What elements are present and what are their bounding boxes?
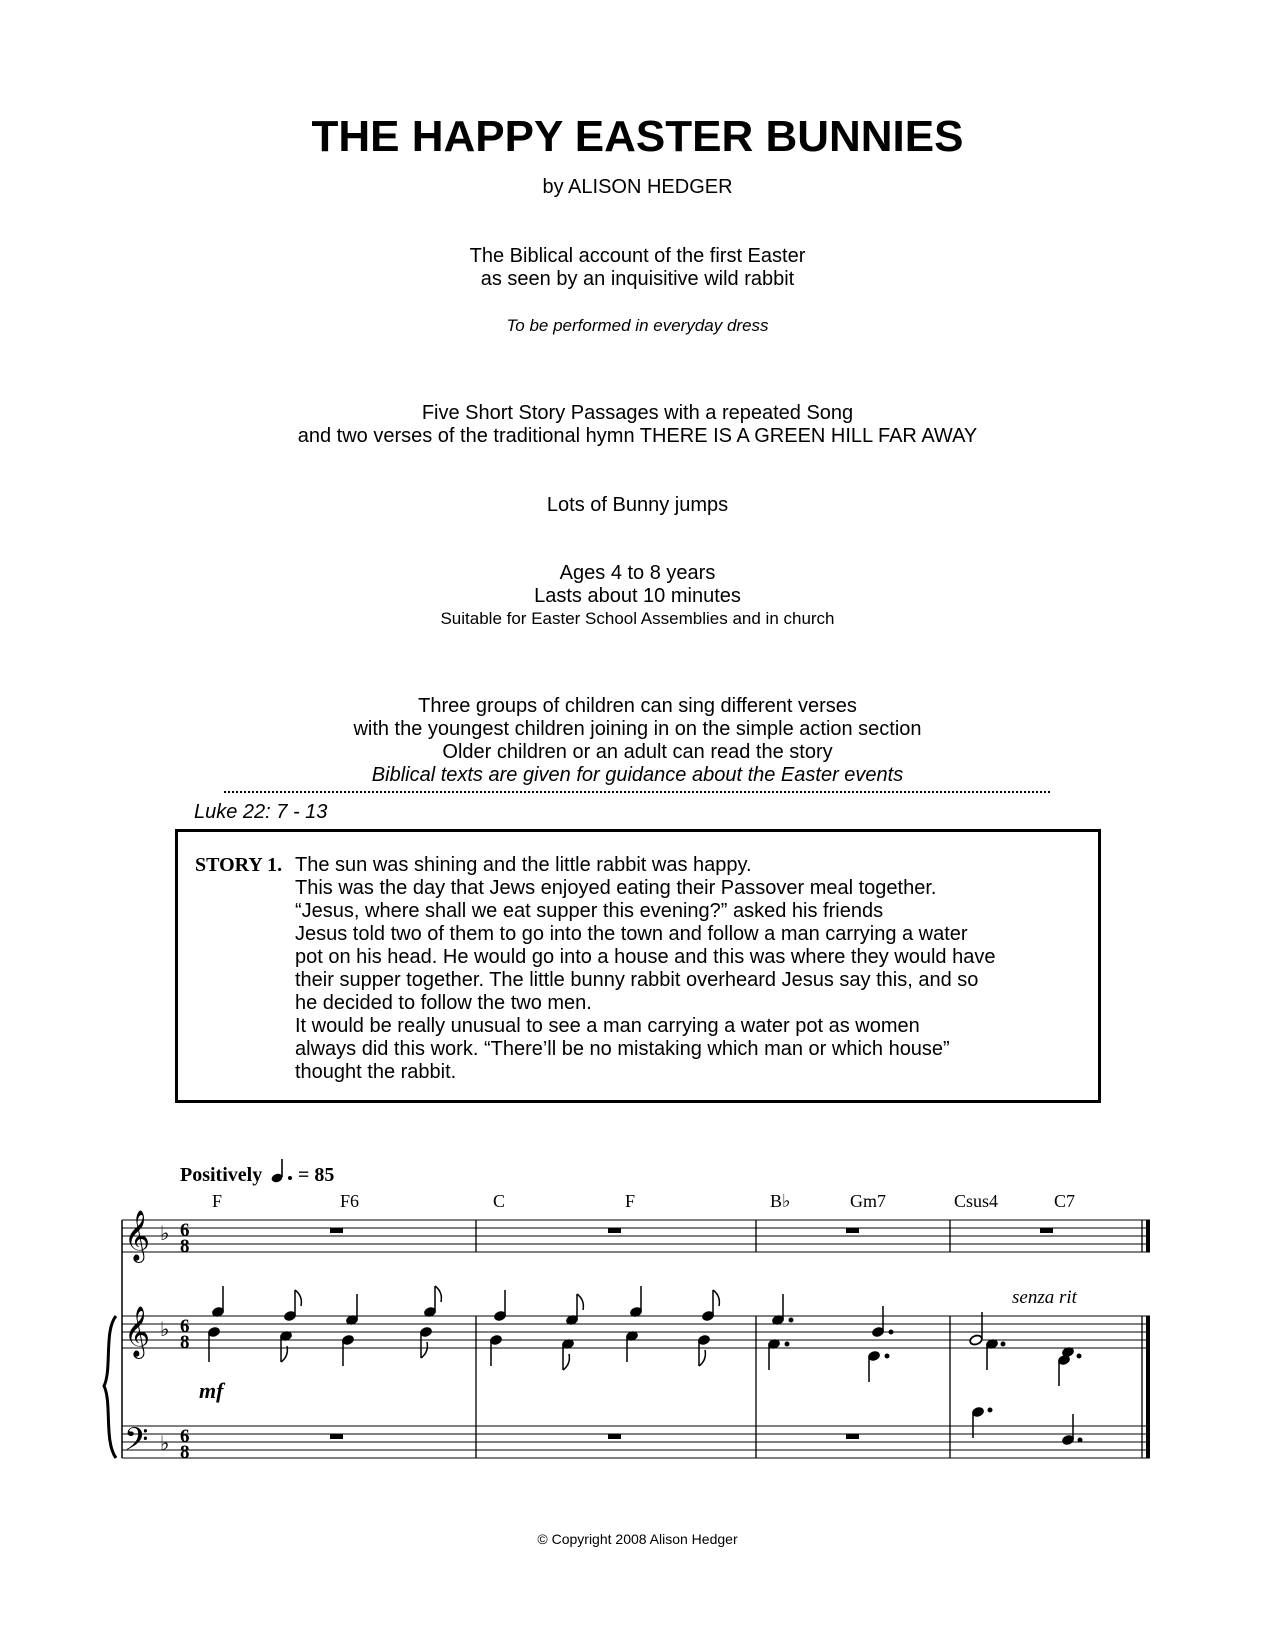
whole-rest-icon bbox=[846, 1434, 859, 1439]
tempo-text: Positively bbox=[180, 1164, 263, 1186]
whole-rest-icon bbox=[608, 1228, 621, 1233]
suitability-line: Suitable for Easter School Assemblies and in church bbox=[440, 609, 835, 628]
time-signature-bottom: 8 bbox=[180, 1332, 190, 1353]
ages-line: Ages 4 to 8 years bbox=[559, 562, 716, 584]
rh-measure-2 bbox=[489, 1286, 719, 1370]
whole-rest-icon bbox=[330, 1228, 343, 1233]
author-byline: by ALISON HEDGER bbox=[542, 176, 733, 198]
chord-symbol: F bbox=[625, 1191, 636, 1211]
time-signature-bottom: 8 bbox=[180, 1236, 190, 1257]
performance-line-2: with the youngest children joining in on the simple action section bbox=[353, 718, 922, 740]
whole-rest-icon bbox=[608, 1434, 621, 1439]
time-signature-top: 6 bbox=[180, 1316, 190, 1337]
treble-clef-icon: 𝄞 bbox=[124, 1307, 151, 1356]
voice-staff bbox=[122, 1220, 1150, 1252]
contents-line-1: Five Short Story Passages with a repeated Song bbox=[421, 402, 854, 424]
costume-note: To be performed in everyday dress bbox=[506, 316, 769, 335]
bar-lines bbox=[476, 1220, 1142, 1458]
story-label: STORY 1. bbox=[195, 854, 283, 876]
performance-line-3: Older children or an adult can read the story bbox=[442, 741, 833, 763]
chord-symbol: B♭ bbox=[770, 1191, 791, 1211]
intro-line-1: The Biblical account of the first Easter bbox=[469, 245, 806, 267]
rh-measure-3 bbox=[767, 1294, 893, 1382]
story-line: he decided to follow the two men. bbox=[295, 992, 592, 1014]
chord-symbol: F6 bbox=[340, 1191, 360, 1211]
chord-symbol: Csus4 bbox=[954, 1191, 999, 1211]
time-signature-top: 6 bbox=[180, 1220, 190, 1241]
chord-symbol: C bbox=[493, 1191, 506, 1211]
story-line: always did this work. “There’ll be no mistaking which man or which house” bbox=[295, 1038, 950, 1060]
intro-line-2: as seen by an inquisitive wild rabbit bbox=[480, 268, 795, 290]
treble-clef-icon: 𝄞 bbox=[124, 1211, 151, 1260]
chord-symbol: Gm7 bbox=[850, 1191, 886, 1211]
copyright-notice: © Copyright 2008 Alison Hedger bbox=[537, 1531, 738, 1547]
brace-icon bbox=[104, 1316, 116, 1458]
whole-rest-icon bbox=[846, 1228, 859, 1233]
piano-left-hand-staff bbox=[122, 1426, 1150, 1458]
flat-icon: ♭ bbox=[160, 1319, 170, 1341]
story-line: “Jesus, where shall we eat supper this evening?” asked his friends bbox=[295, 900, 884, 922]
bunny-jumps-note: Lots of Bunny jumps bbox=[546, 494, 729, 516]
contents-line-2: and two verses of the traditional hymn THERE IS A GREEN HILL FAR AWAY bbox=[297, 425, 978, 447]
duration-line: Lasts about 10 minutes bbox=[534, 585, 741, 607]
flat-icon: ♭ bbox=[160, 1223, 170, 1245]
time-signature-top: 6 bbox=[180, 1426, 190, 1447]
story-line: Jesus told two of them to go into the town and follow a man carrying a water bbox=[295, 923, 968, 945]
whole-rest-icon bbox=[1040, 1228, 1053, 1233]
story-line: their supper together. The little bunny rabbit overheard Jesus say this, and so bbox=[295, 969, 979, 991]
final-barline bbox=[1146, 1220, 1150, 1458]
story-line: pot on his head. He would go into a house and this was where they would have bbox=[295, 946, 996, 968]
story-line: It would be really unusual to see a man carrying a water pot as women bbox=[295, 1015, 920, 1037]
page-title: THE HAPPY EASTER BUNNIES bbox=[311, 112, 964, 161]
rh-measure-1 bbox=[207, 1286, 441, 1366]
time-signature-bottom: 8 bbox=[180, 1442, 190, 1463]
expression-marking: senza rit bbox=[1012, 1287, 1077, 1308]
tempo-value: = 85 bbox=[298, 1164, 335, 1186]
scripture-reference: Luke 22: 7 - 13 bbox=[194, 801, 328, 823]
whole-rest-icon bbox=[330, 1434, 343, 1439]
story-line: thought the rabbit. bbox=[295, 1061, 457, 1083]
story-line: The sun was shining and the little rabbit was happy. bbox=[295, 854, 752, 876]
dynamic-marking: mf bbox=[199, 1378, 224, 1403]
performance-line-4: Biblical texts are given for guidance about the Easter events bbox=[371, 764, 904, 786]
bass-clef-icon: 𝄢 bbox=[124, 1423, 149, 1465]
dotted-quarter-note-icon bbox=[270, 1159, 292, 1184]
performance-line-1: Three groups of children can sing different verses bbox=[418, 695, 857, 717]
story-line: This was the day that Jews enjoyed eating their Passover meal together. bbox=[295, 877, 937, 899]
chord-symbol: C7 bbox=[1054, 1191, 1076, 1211]
chord-symbol: F bbox=[212, 1191, 223, 1211]
flat-icon: ♭ bbox=[160, 1433, 170, 1455]
rh-measure-4 bbox=[969, 1312, 1081, 1386]
